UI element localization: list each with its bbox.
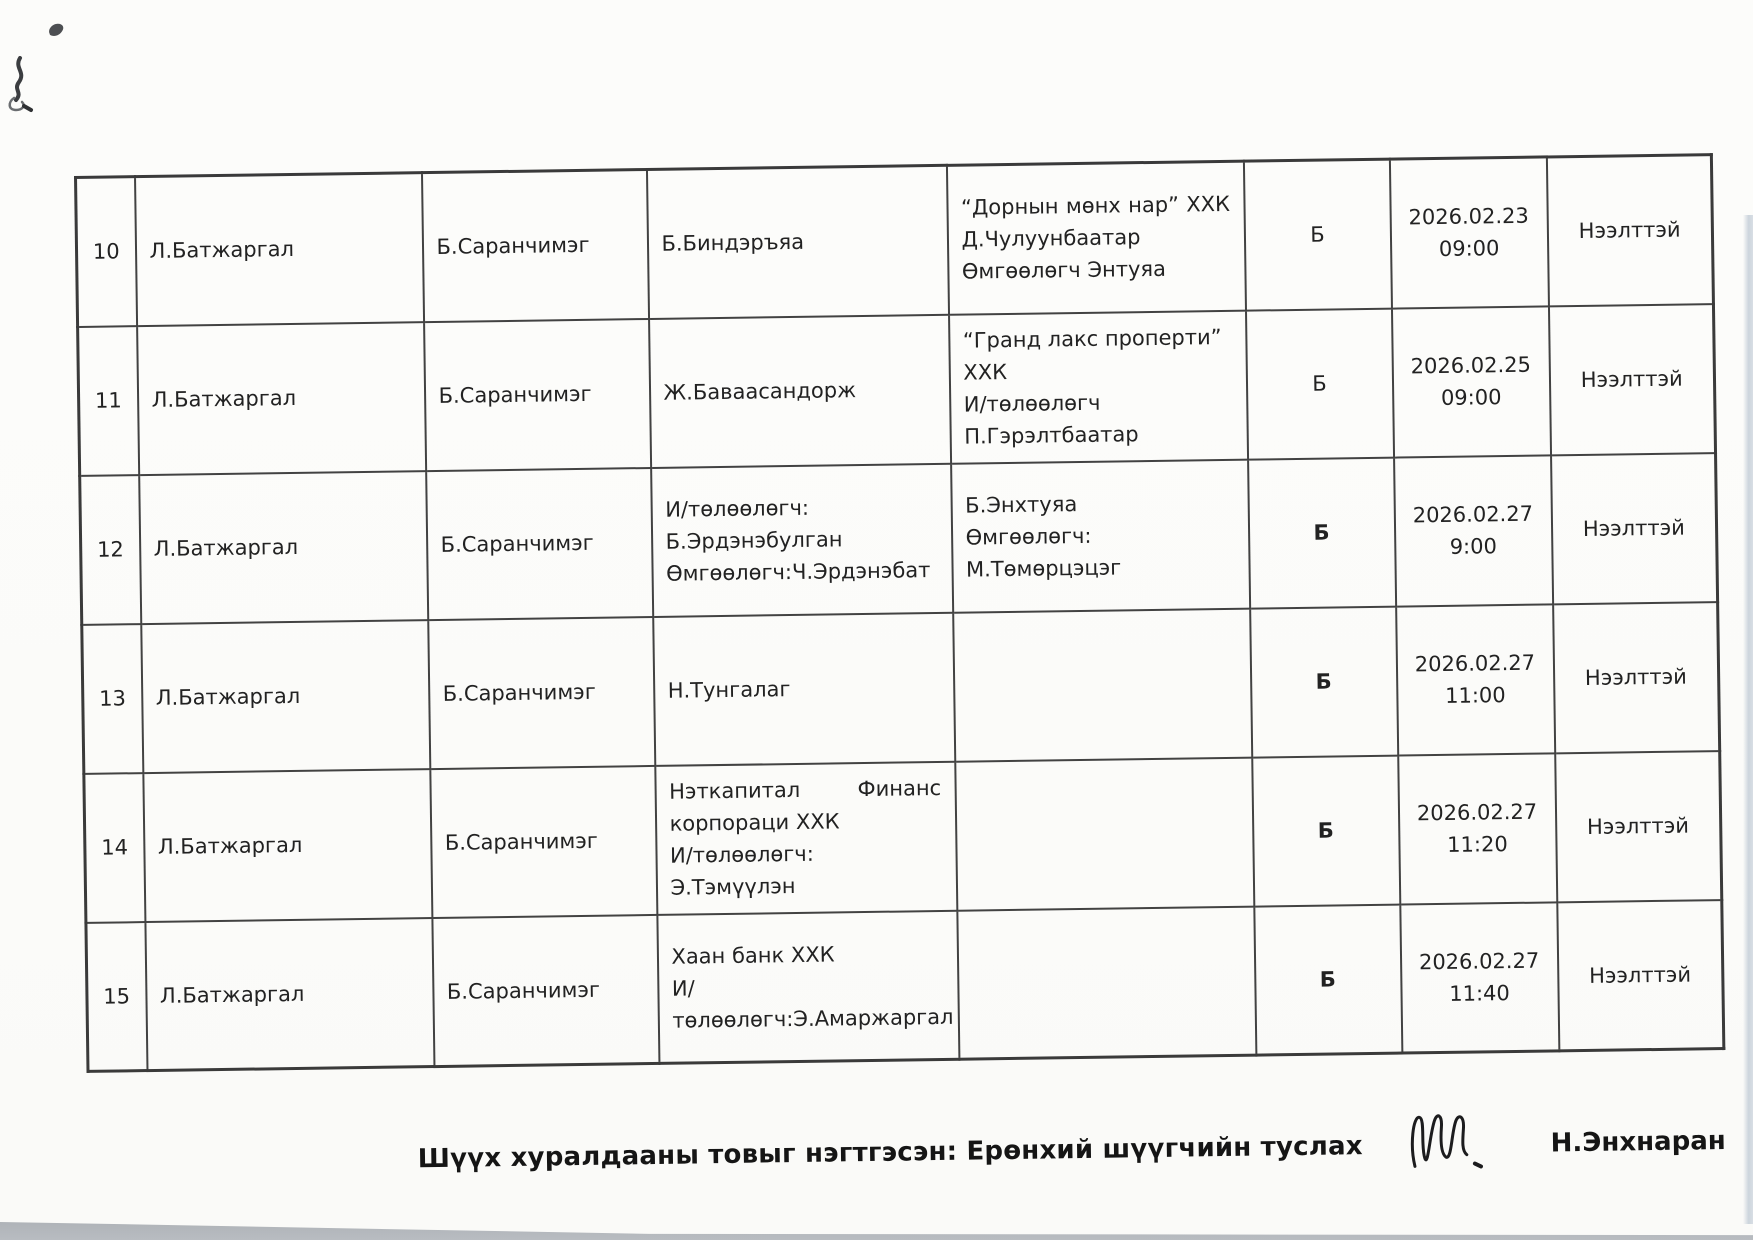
table-body [76,155,1724,1072]
secretary-cell: Б.Саранчимэг [432,914,659,1066]
respondent-cell [953,608,1252,761]
secretary-cell: Б.Саранчимэг [430,765,657,917]
judge-cell: Л.Батжаргал [139,471,428,624]
scan-edge-bottom [0,1218,1753,1240]
datetime-cell [1389,157,1548,308]
time-value: 11:40 [1449,980,1510,1006]
row-number-cell: 13 [82,624,143,774]
date-value: 2026.02.25 [1410,352,1532,379]
ink-smudge-icon [46,20,68,40]
category-cell: Б [1250,606,1398,757]
party-line: “Дорнын мөнх нар” ХХК [960,192,1231,220]
party-line: Өмгөөлөгч:Ч.Эрдэнэбат [665,558,931,586]
table-row [82,602,1720,774]
row-number-cell: 14 [84,773,145,923]
respondent-cell [949,310,1248,463]
status-cell: Нээлттэй [1557,900,1724,1051]
date-value: 2026.02.27 [1418,948,1540,975]
hearing-schedule-table [74,153,1725,1073]
row-number-cell: 12 [80,475,141,625]
secretary-cell: Б.Саранчимэг [421,170,648,322]
footer-line [87,1092,1728,1179]
table-row [76,155,1714,327]
date-value: 2026.02.27 [1414,650,1536,677]
party-line: И/төлөөлөгч [963,390,1101,417]
date-value: 2026.02.27 [1416,799,1538,826]
secretary-cell: Б.Саранчимэг [428,616,655,768]
status-cell: Нээлттэй [1546,155,1713,306]
secretary-cell: Б.Саранчимэг [424,318,651,470]
datetime-cell [1394,455,1553,606]
category-cell: Б [1243,159,1391,310]
judge-cell: Л.Батжаргал [143,769,432,922]
datetime-cell [1398,753,1557,904]
party-cell [646,165,948,318]
table-row [86,900,1724,1072]
party-line: Өмгөөлөгч Энтуяа [961,257,1167,284]
party-line: Н.Тунгалаг [667,677,791,703]
time-value: 11:00 [1444,683,1506,708]
category-cell: Б [1252,755,1400,906]
row-number-cell: 11 [78,326,139,476]
time-value: 09:00 [1438,236,1500,262]
category-cell: Б [1248,457,1396,608]
signer-name: Н.Энхнаран [1550,1126,1726,1159]
judge-cell: Л.Батжаргал [135,173,424,326]
status-cell: Нээлттэй [1551,453,1718,604]
party-cell [649,314,951,467]
secretary-cell: Б.Саранчимэг [426,467,653,619]
respondent-cell [957,906,1256,1059]
datetime-cell [1400,902,1559,1053]
party-line: Д.Чулуунбаатар [961,225,1141,252]
party-line: Ж.Баваасандорж [663,378,857,405]
datetime-cell [1396,604,1555,755]
party-line: Б.Энхтуяа [965,492,1078,518]
row-number-cell: 10 [76,177,137,327]
party-line: И/төлөөлөгч:Э.Амаржаргал [671,976,954,1033]
party-cell [655,761,957,914]
table-row [78,304,1716,476]
category-cell: Б [1245,308,1393,459]
party-line: И/төлөөлөгч: [665,495,810,522]
party-line: И/төлөөлөгч: Э.Тэмүүлэн [669,841,814,900]
respondent-cell [946,161,1245,314]
document-content [74,153,1728,1179]
table-row [80,453,1718,625]
scan-edge-right [1743,215,1753,1224]
time-value: 9:00 [1449,534,1498,559]
row-number-cell: 15 [86,922,147,1072]
party-line: Б.Биндэръяа [661,230,805,257]
party-cell [653,612,955,765]
status-cell: Нээлттэй [1555,751,1722,902]
party-line: Б.Эрдэнэбулган [665,527,843,554]
party-line: Өмгөөлөгч: М.Төмөрцэцэг [965,523,1122,582]
signature-icon [1408,1107,1487,1172]
status-cell: Нээлттэй [1548,304,1715,455]
party-cell [657,910,959,1063]
date-value: 2026.02.23 [1408,203,1529,230]
party-line: Нэткапитал Финанс корпораци ХХК [668,775,942,836]
table-row [84,751,1722,923]
party-line: П.Гэрэлтбаатар [964,422,1139,449]
status-cell: Нээлттэй [1553,602,1720,753]
time-value: 09:00 [1440,385,1502,410]
time-value: 11:20 [1447,832,1508,857]
date-value: 2026.02.27 [1412,501,1534,528]
category-cell: Б [1254,904,1402,1055]
judge-cell: Л.Батжаргал [137,322,426,475]
judge-cell: Л.Батжаргал [145,918,434,1071]
datetime-cell [1391,306,1550,457]
party-line: “Гранд лакс проперти” ХХК [962,324,1222,385]
respondent-cell [955,757,1254,910]
footer-label: Шүүх хуралдааны товыг нэгтгэсэн: Ерөнхий шүүгчийн туслах [417,1131,1363,1175]
party-cell [651,463,953,616]
ink-scribble-icon [4,56,44,114]
judge-cell: Л.Батжаргал [141,620,430,773]
party-line: Хаан банк ХХК [671,942,835,969]
respondent-cell [951,459,1250,612]
